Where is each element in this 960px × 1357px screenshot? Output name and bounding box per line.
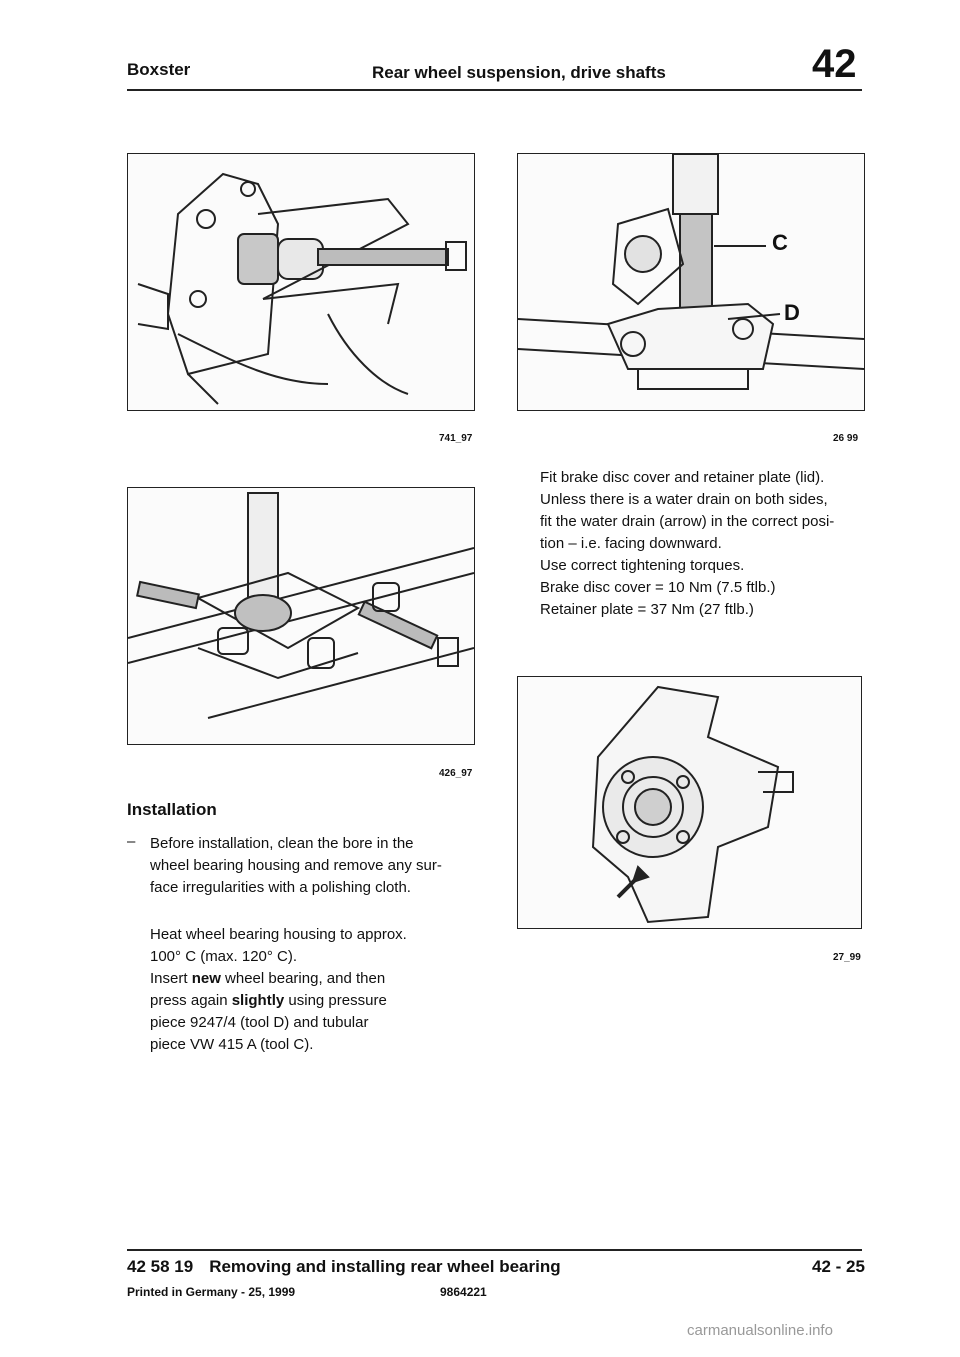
puller-illustration [128,154,474,410]
press-illustration [518,154,864,410]
right-line-4: tion – i.e. facing downward. [540,535,722,552]
hub-carrier-illustration [518,677,861,928]
figure-label-2: 426_97 [439,768,473,779]
right-line-1: Fit brake disc cover and retainer plate (lid). [540,469,825,486]
footer-title-line [127,1257,561,1277]
installation-steps [150,924,470,1056]
installation-bullet [150,833,470,899]
bullet-line-2: wheel bearing housing and remove any sur- [150,857,442,874]
footer-printed: Printed in Germany - 25, 1999 [127,1285,296,1299]
figure-hub-carrier [517,676,862,929]
figure-pressing-bearing [517,153,865,411]
figure-label-3: 26 99 [833,433,859,444]
right-line-6: Brake disc cover = 10 Nm (7.5 ftlb.) [540,579,776,596]
emphasis-slightly: slightly [231,992,285,1009]
footer-code: 42 58 19 [127,1257,194,1276]
figure-label-4: 27_99 [833,952,861,963]
right-line-2: Unless there is a water drain on both sides, [540,491,828,508]
header-title: Rear wheel suspension, drive shafts [372,63,666,82]
section-number: 42 [812,42,857,86]
footer-doc-number: 9864221 [440,1285,487,1299]
figure-puller-on-hub [127,153,475,411]
installation-heading: Installation [127,800,217,819]
bearing-puller-illustration [128,488,474,744]
step-line-6: piece VW 415 A (tool C). [150,1036,314,1053]
watermark: carmanualsonline.info [687,1322,833,1339]
right-instructions [540,467,860,621]
right-line-5: Use correct tightening torques. [540,557,745,574]
right-line-3: fit the water drain (arrow) in the correct posi- [540,513,835,530]
step-line-4: press again slightly using pressure [150,992,387,1009]
figure-label-1: 741_97 [439,433,473,444]
step-line-3: Insert new wheel bearing, and then [150,970,386,987]
emphasis-new: new [191,970,221,987]
callout-d: D [784,300,800,325]
step-line-2: 100° C (max. 120° C). [150,948,298,965]
footer-title: Removing and installing rear wheel bearing [209,1257,561,1276]
footer-rule [127,1249,862,1251]
bullet-dash: – [127,833,136,850]
step-line-5: piece 9247/4 (tool D) and tubular [150,1014,369,1031]
bullet-line-1: Before installation, clean the bore in the [150,835,414,852]
callout-c: C [772,230,788,255]
footer-page: 42 - 25 [812,1257,865,1276]
header-rule [127,89,862,91]
header-model: Boxster [127,60,191,79]
right-line-7: Retainer plate = 37 Nm (27 ftlb.) [540,601,754,618]
step-line-1: Heat wheel bearing housing to approx. [150,926,407,943]
bullet-line-3: face irregularities with a polishing cloth. [150,879,411,896]
figure-puller-on-bearing [127,487,475,745]
